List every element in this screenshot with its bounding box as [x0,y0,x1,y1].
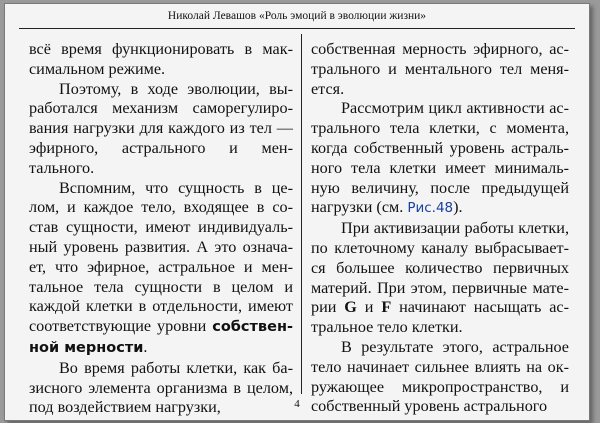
paragraph: всё время функционировать в максимальном режиме. [29,40,293,78]
paragraph: собственная мерность эфирного, астрального и ментального тел меняется. [311,40,569,98]
paragraph-text: начинают насыщать астральное тело клетки. [311,298,569,337]
header-rule [19,28,575,29]
paragraph-text: ). [453,198,463,217]
paragraph-text: Вспомним, что сущность в целом, и каждое тело, входящее в состав сущности, имеют индивидуальный уровень развития. А это означает, что эфирное, астральное и ментальное тела сущности в целом и каждой клетки в отдельности, имеют соответствующие уровни [29,178,293,336]
left-column [29,40,293,417]
paragraph-text: и [356,298,382,317]
column-divider [301,34,302,394]
matter-symbol-g: G [344,298,357,317]
paragraph-text: При активизации работы клетки, по клеточному каналу выбрасывается большее количество первичных материй. При этом, первичные материи [311,219,569,317]
figure-reference-link[interactable]: Рис.48 [407,200,454,217]
document-page [4,3,590,421]
running-header: Николай Левашов «Роль эмоций в эволюции жизни» [167,10,427,22]
right-column [311,40,569,416]
paragraph: Поэтому, в ходе эволюции, выработался механизм саморегулирования нагрузки для каждого из тел — эфирного, астрального и ментального. [29,79,293,177]
paragraph: Во время работы клетки, как базисного элемента организма в целом, под воздействием нагрузки, [29,358,293,417]
matter-symbol-f: F [381,298,392,317]
paragraph: В результате этого, астральное тело начинает сильнее влиять на окружающее микропространство, и собственный уровень астрального [311,337,569,416]
term-highlight: собственной мерности [29,319,293,356]
paragraph [311,219,569,338]
paragraph-text: Рассмотрим цикл активности астрального тела клетки, с момента, когда собственный уровень астрального тела клетки имеет минимальную величину, после предыдущей нагрузки (см. [311,99,569,217]
paragraph [311,99,569,219]
paragraph [29,179,293,359]
paragraph-text: . [143,337,148,356]
page-number: 4 [294,398,300,410]
